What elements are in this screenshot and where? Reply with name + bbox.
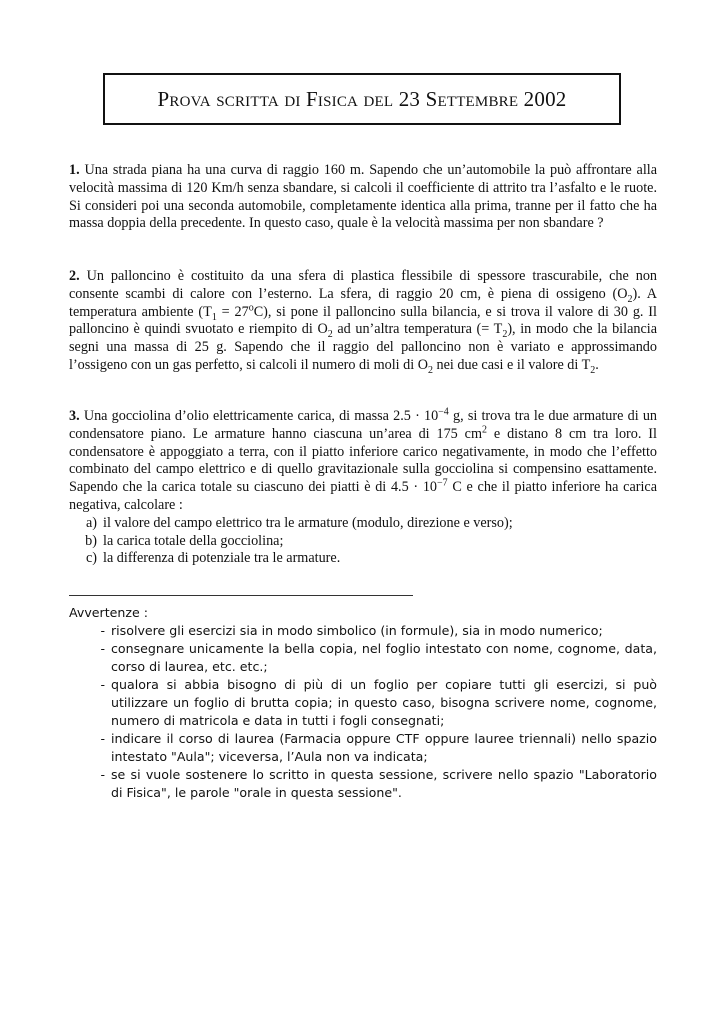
sub-question-label: a): [85, 514, 97, 531]
sub-question: [69, 515, 657, 533]
sub-question-text: il valore del campo elettrico tra le armature (modulo, direzione e verso);: [103, 514, 513, 531]
problem-number: 1.: [69, 162, 80, 178]
page-title: Prova scritta di Fisica del 23 Settembre 2002: [157, 86, 567, 111]
warning-text: risolvere gli esercizi sia in modo simbolico (in formule), sia in modo numerico;: [111, 623, 603, 638]
sub-question: [69, 533, 657, 551]
warnings-heading: Avvertenze :: [69, 605, 148, 620]
warnings-section: [69, 604, 657, 802]
problem-text: Una gocciolina d’olio elettricamente carica, di massa $2.5 \cdot 10^{-4}$ g, si trova tra le due armature di un condensatore piano. Le armature hanno ciascuna un’area di 175 $cm^2$ e distano 8 cm tra loro. Il condensatore è appoggiato a terra, con il piatto inferiore carico negativamente, in modo che l’effetto combinato del campo elettrico e di quello gravitazionale sulla gocciolina si compensino esattamente. Sapendo che la carica totale su ciascuno dei piatti è di $4.5 \cdot 10^{-7}$ C e che il piatto inferiore ha carica negativa, calcolare :: [69, 406, 658, 513]
section-divider: [69, 595, 413, 596]
sub-question-list: [69, 515, 657, 568]
title-box: [103, 73, 621, 125]
warning-item: [69, 640, 657, 676]
sub-question-label: b): [85, 532, 97, 549]
warning-item: [69, 730, 657, 766]
problem-text: Un palloncino è costituito da una sfera di plastica flessibile di spessore trascurabile, che non consente scambi di calore con l’esterno. La sfera, di raggio 20 cm, è piena di ossigeno $(O_2)$. A temperatura ambiente $(T_1 = 27^oC)$, si pone il palloncino sulla bilancia, e si trova il valore di 30 g. Il palloncino è quindi svuotato e riempito di $O_2$ ad un’altra temperatura (= $T_2$), in modo che la bilancia segni una massa di 25 g. Sapendo che il raggio del palloncino non è variato e approssimando l’ossigeno con un gas perfetto, si calcoli il numero di moli di $O_2$ nei due casi e il valore di $T_2$.: [69, 268, 658, 376]
sub-question-label: c): [85, 550, 97, 567]
problem-number: 2.: [69, 268, 80, 284]
warning-text: indicare il corso di laurea (Farmacia oppure CTF oppure lauree triennali) nello spazio intestato "Aula"; viceversa, l’Aula non va indicata;: [111, 731, 657, 764]
problem-2: [69, 268, 657, 375]
problem-3: [69, 408, 657, 568]
warnings-list: [69, 622, 657, 802]
warning-text: se si vuole sostenere lo scritto in questa sessione, scrivere nello spazio "Laboratorio di Fisica", le parole "orale in questa sessione".: [111, 767, 657, 800]
problem-1: [69, 162, 657, 233]
warning-dash: -: [100, 731, 105, 746]
problem-number: 3.: [69, 408, 80, 424]
warning-dash: -: [100, 677, 105, 692]
sub-question: [69, 550, 657, 568]
warning-item: [69, 676, 657, 730]
warning-dash: -: [100, 641, 105, 656]
warning-text: qualora si abbia bisogno di più di un foglio per copiare tutti gli esercizi, si può utilizzare un foglio di brutta copia; in questo caso, bisogna scrivere nome, cognome, numero di matricola e data in tutti i fogli consegnati;: [111, 677, 657, 728]
warning-dash: -: [100, 767, 105, 782]
warning-dash: -: [100, 623, 105, 638]
warning-item: [69, 622, 657, 640]
sub-question-text: la carica totale della gocciolina;: [103, 532, 284, 549]
warning-item: [69, 766, 657, 802]
problem-text: Una strada piana ha una curva di raggio 160 m. Sapendo che un’automobile la può affrontare alla velocità massima di 120 Km/h senza sbandare, si calcoli il coefficiente di attrito tra l’asfalto e le ruote. Si consideri poi una seconda automobile, completamente identica alla prima, tranne per il fatto che ha massa doppia della precedente. In questo caso, quale è la velocità massima per non sbandare ?: [69, 162, 658, 232]
sub-question-text: la differenza di potenziale tra le armature.: [103, 550, 341, 567]
warning-text: consegnare unicamente la bella copia, nel foglio intestato con nome, cognome, data, corso di laurea, etc. etc.;: [111, 641, 657, 674]
